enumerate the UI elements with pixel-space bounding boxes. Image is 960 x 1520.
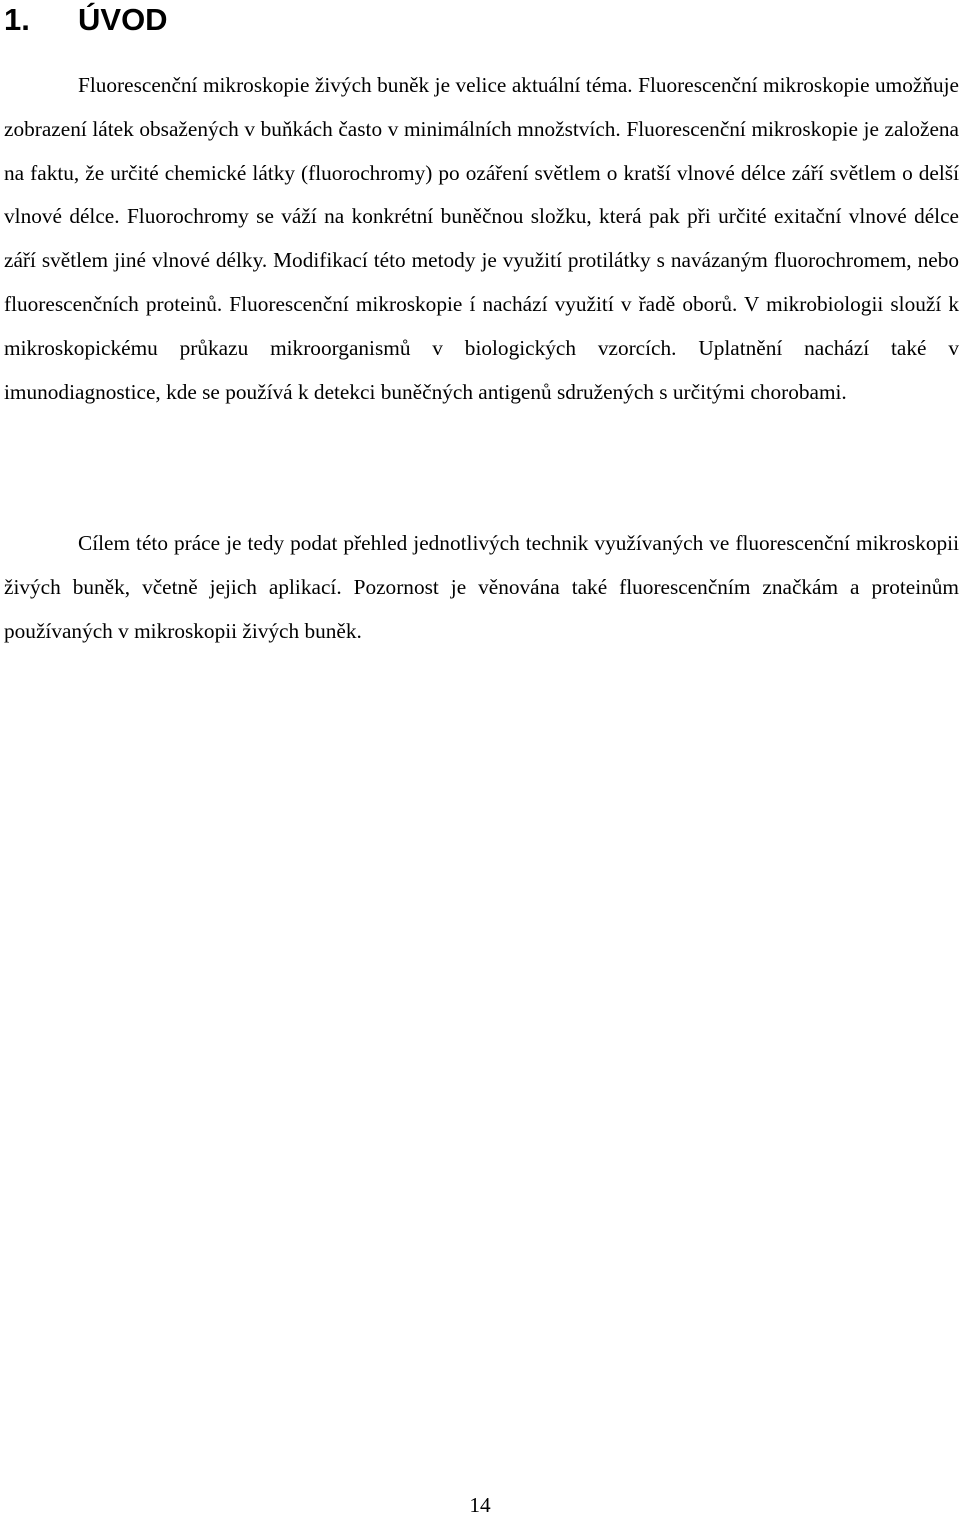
page-number: 14 <box>469 1493 491 1517</box>
chapter-title: ÚVOD <box>78 2 168 37</box>
paragraph-intro: Fluorescenční mikroskopie živých buněk je velice aktuální téma. Fluorescenční mikroskopie umožňuje zobrazení látek obsažených v buňkách často v minimálních množstvích. Fluorescenční mikroskopie je založena na faktu, že určité chemické látky (fluorochromy) po ozáření světlem o kratší vlnové délce září světlem o delší vlnové délce. Fluorochromy se váží na konkrétní buněčnou složku, která pak při určité exitační vlnové délce září světlem jiné vlnové délky. Modifikací této metody je využití protilátky s navázaným fluorochromem, nebo fluorescenčních proteinů. Fluorescenční mikroskopie í nachází využití v řadě oborů. V mikrobiologii slouží k mikroskopickému průkazu mikroorganismů v biologických vzorcích. Uplatnění nachází také v imunodiagnostice, kde se používá k detekci buněčných antigenů sdružených s určitými chorobami. <box>4 73 959 404</box>
chapter-number: 1. <box>4 2 30 37</box>
paragraph-aim: Cílem této práce je tedy podat přehled jednotlivých technik využívaných ve fluorescenční mikroskopii živých buněk, včetně jejich aplikací. Pozornost je věnována také fluorescenčním značkám a proteinům používaných v mikroskopii živých buněk. <box>4 531 959 643</box>
chapter-heading <box>4 0 168 40</box>
